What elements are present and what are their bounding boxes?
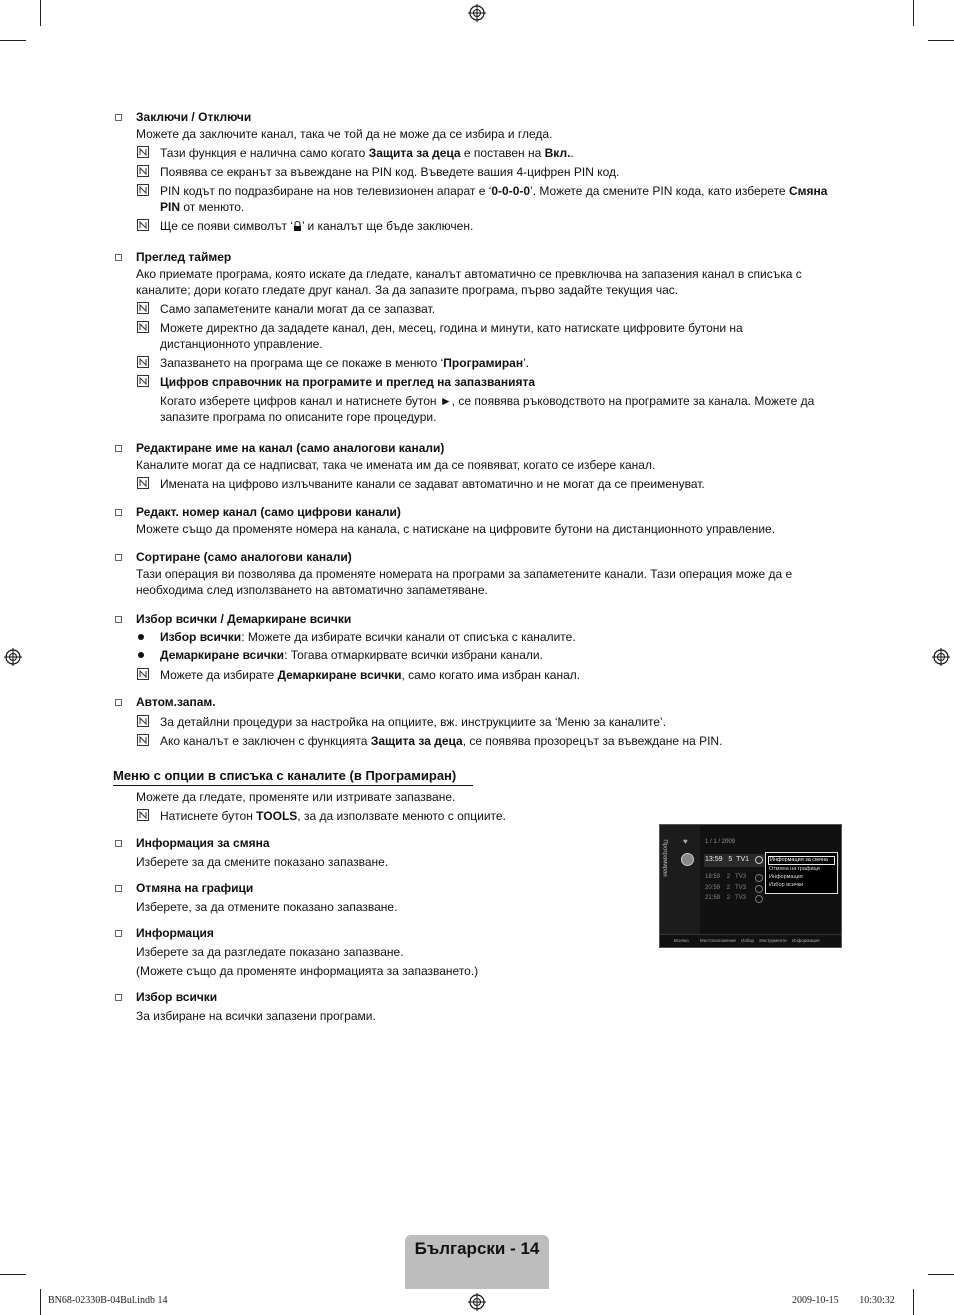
option-change-info <box>113 834 633 870</box>
section-body: Можете също да променяте номера на канала, с натискане на цифровите бутони на дистанционното управление. <box>136 522 776 536</box>
note-icon <box>137 165 149 177</box>
bullet-item: Избор всички: Можете да избирате всички канали от списъка с каналите. <box>113 628 843 646</box>
registration-mark-icon <box>468 4 486 22</box>
registration-mark-icon <box>932 648 950 666</box>
tv-row: 13:59 5 TV1 <box>705 856 750 863</box>
section-body: Изберете, за да отмените показано запазване. <box>136 900 398 914</box>
section-body: Изберете за да смените показано запазване. <box>136 855 389 869</box>
note: Можете директно да зададете канал, ден, месец, година и минути, като натискате цифровите бутони на дистанционното управление. <box>113 320 780 352</box>
subsection-title: Меню с опции в списъка с каналите (в Програмиран) <box>113 767 473 786</box>
note-icon <box>137 809 149 821</box>
section-body: Можете да гледате, променяте или изтривате запазване. <box>136 790 456 804</box>
square-bullet-icon <box>115 994 122 1001</box>
tv-row: 21:59 2 TV3 <box>705 895 747 901</box>
section-body: Ако приемате програма, която искате да гледате, каналът автоматично се превключва на запазения канал в списъка с каналите; дори когато гледате друг канал. За да запазите програма, първо задайте текущия час. <box>136 267 802 297</box>
crop-mark <box>0 40 26 41</box>
section-title: Автом.запам. <box>113 693 843 711</box>
subsection-intro <box>113 789 843 824</box>
note-icon <box>137 219 149 231</box>
tools-menu-item[interactable]: Информация <box>769 874 803 880</box>
section-body: Тази операция ви позволява да променяте номерата на програми за запаметените канали. Тази операция може да е необходима след използването на автоматично запаметяване. <box>136 567 793 597</box>
note: Запазването на програма ще се покаже в менюто ‘Програмиран’. <box>113 355 843 371</box>
section-body: За избиране на всички запазени програми. <box>136 1009 376 1023</box>
note-icon <box>137 668 149 680</box>
note: Тази функция е налична само когато Защита за деца е поставен на Вкл.. <box>113 145 843 161</box>
section-body: Изберете за да разгледате показано запазване. <box>136 945 404 959</box>
square-bullet-icon <box>115 885 122 892</box>
section-sort <box>113 548 843 598</box>
tools-menu-item[interactable]: Отмяна на графици <box>769 866 820 872</box>
tools-menu-item[interactable]: Информация за смяна <box>768 856 835 865</box>
note: PIN кодът по подразбиране на нов телевизионен апарат е ‘0-0-0-0’. Можете да смените PIN кода, като изберете Смяна PIN от менюто. <box>113 183 843 215</box>
crop-mark <box>928 40 954 41</box>
section-title: Информация за смяна <box>113 834 633 852</box>
section-lock <box>113 108 843 234</box>
registration-mark-icon <box>4 648 22 666</box>
square-bullet-icon <box>115 616 122 623</box>
note: Натиснете бутон TOOLS, за да използвате менюто с опциите. <box>113 808 843 824</box>
note: Появява се екранът за въвеждане на PIN код. Въведете вашия 4-цифрен PIN код. <box>113 164 843 180</box>
tv-bottom-item: Инструменти <box>759 938 787 943</box>
bullet-icon <box>138 634 144 640</box>
date-slug: 2009-10-15 ￿￿ 10:30:32 <box>792 1295 895 1306</box>
section-title: Избор всички <box>113 988 633 1006</box>
bullet-item: Демаркиране всички: Тогава отмаркирвате всички избрани канали. <box>113 646 843 664</box>
tv-bottom-item: Избор <box>741 938 755 943</box>
note-icon <box>137 356 149 368</box>
option-cancel-schedule <box>113 879 633 915</box>
square-bullet-icon <box>115 930 122 937</box>
crop-mark <box>40 1289 41 1315</box>
section-title: Отмяна на графици <box>113 879 633 897</box>
note-icon <box>137 184 149 196</box>
section-title: Сортиране (само аналогови канали) <box>113 548 843 566</box>
section-body: (Можете също да променяте информацията за запазването.) <box>136 964 479 978</box>
section-title: Редакт. номер канал (само цифрови канали) <box>113 503 843 521</box>
section-timer <box>113 248 843 425</box>
tools-menu <box>765 852 838 894</box>
clock-dial-icon <box>681 853 694 866</box>
square-bullet-icon <box>115 445 122 452</box>
section-edit-number <box>113 503 843 537</box>
note: Ще се появи символът ‘ ’ и каналът ще бъде заключен. <box>113 218 843 234</box>
note-icon <box>137 321 149 333</box>
crop-mark <box>0 1274 26 1275</box>
section-title: Избор всички / Демаркиране всички <box>113 610 843 628</box>
clock-icon <box>755 874 763 882</box>
crop-mark <box>913 0 914 26</box>
tv-row: 18:59 2 TV3 <box>705 874 747 880</box>
clock-icon <box>755 856 763 864</box>
tv-bottom-item: Местоположение <box>699 938 736 943</box>
note-icon <box>137 477 149 489</box>
file-slug: BN68-02330B-04Bul.indb 14 <box>48 1295 168 1306</box>
tv-bottom-item: Информация <box>791 938 820 943</box>
note: Имената на цифрово излъчваните канали се задават автоматично и не могат да се преименуват. <box>113 476 843 492</box>
note: За детайлни процедури за настройка на опциите, вж. инструкциите за ‘Меню за каналите’. <box>113 714 843 730</box>
tv-side-label: Програмиран <box>661 839 668 877</box>
square-bullet-icon <box>115 840 122 847</box>
note-icon <box>137 734 149 746</box>
note-icon <box>137 146 149 158</box>
section-body: Можете да заключите канал, така че той да не може да се избира и гледа. <box>136 127 553 141</box>
note: Цифров справочник на програмите и преглед на запазванията <box>113 374 843 390</box>
section-edit-name <box>113 439 843 492</box>
crop-mark <box>40 0 41 26</box>
tv-screenshot <box>659 824 842 948</box>
note: Само запаметените канали могат да се запазват. <box>113 301 843 317</box>
note-body: Когато изберете цифров канал и натиснете бутон ►, се появява ръководството на програмите за канала. Можете да запазите програма по описаните горе процедури. <box>160 394 815 424</box>
note-icon <box>137 375 149 387</box>
tv-date: 1 / 1 / 2009 <box>705 839 736 845</box>
option-select-all <box>113 988 633 1024</box>
tools-menu-item[interactable]: Избор всички <box>769 882 804 888</box>
lock-icon <box>293 221 302 231</box>
tv-bottom-item: Всичко <box>674 938 689 943</box>
registration-mark-icon <box>468 1293 486 1311</box>
page-number: Български - 14 <box>414 1239 540 1258</box>
crop-mark <box>913 1289 914 1315</box>
section-auto-store <box>113 693 843 749</box>
section-select-all <box>113 610 843 683</box>
note-icon <box>137 302 149 314</box>
section-title: Редактиране име на канал (само аналогови канали) <box>113 439 843 457</box>
heart-icon: ♥ <box>683 837 688 846</box>
tv-row: 20:59 2 TV3 <box>705 885 747 891</box>
section-title: Информация <box>113 924 633 942</box>
square-bullet-icon <box>115 114 122 121</box>
section-body: Каналите могат да се надписват, така че имената им да се появяват, когато се избере канал. <box>136 458 656 472</box>
note: Можете да избирате Демаркиране всички, само когато има избран канал. <box>113 667 843 683</box>
bullet-icon <box>138 652 144 658</box>
section-title: Преглед таймер <box>113 248 843 266</box>
section-title: Заключи / Отключи <box>113 108 843 126</box>
note: Ако каналът е заключен с функцията Защита за деца, се появява прозорецът за въвеждане на PIN. <box>113 733 843 749</box>
square-bullet-icon <box>115 554 122 561</box>
option-information <box>113 924 633 979</box>
note-icon <box>137 715 149 727</box>
clock-icon <box>755 885 763 893</box>
tv-bottom-bar <box>660 934 841 947</box>
page-number-tab <box>405 1235 549 1289</box>
square-bullet-icon <box>115 699 122 706</box>
clock-icon <box>755 895 763 903</box>
square-bullet-icon <box>115 254 122 261</box>
square-bullet-icon <box>115 509 122 516</box>
crop-mark <box>928 1274 954 1275</box>
